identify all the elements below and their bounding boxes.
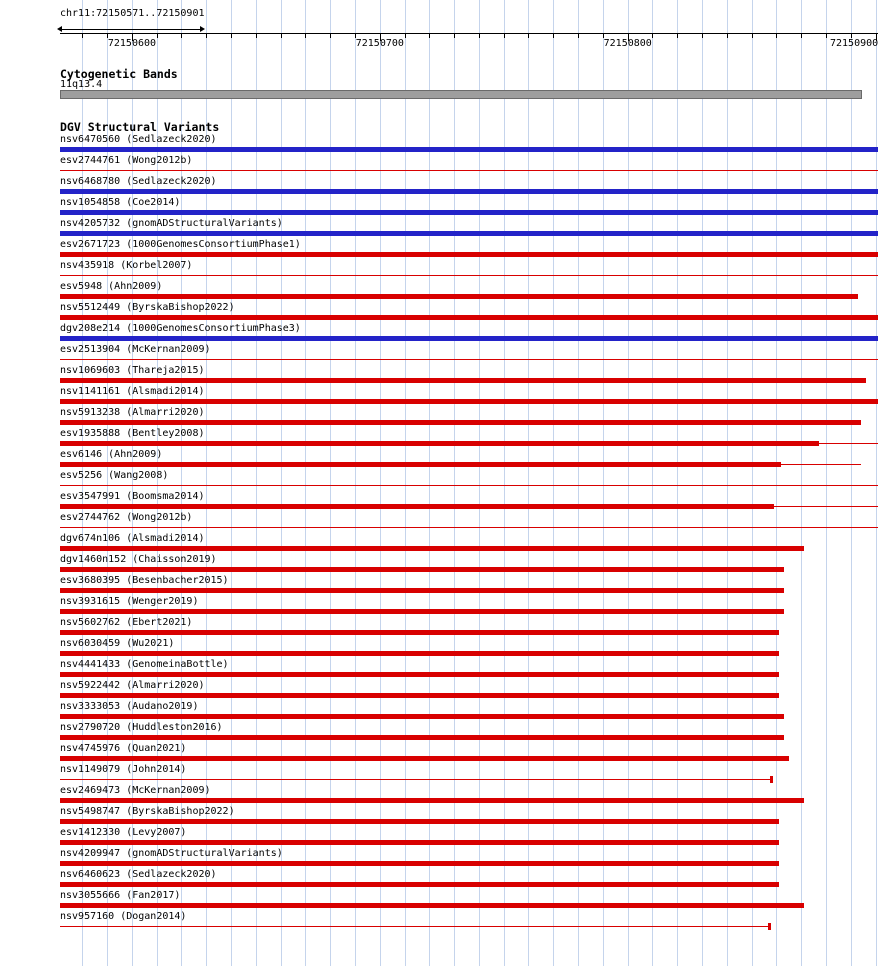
axis-minor-tick [157, 34, 158, 38]
variant-row [0, 868, 890, 889]
variant-label: esv2744761 (Wong2012b) [60, 155, 193, 166]
variant-label: esv6146 (Ahn2009) [60, 449, 163, 460]
variant-bar-tail [774, 506, 878, 507]
variant-row [0, 721, 890, 742]
variant-bar[interactable] [60, 504, 774, 509]
variant-bar[interactable] [60, 672, 779, 677]
variant-label: nsv4441433 (GenomeinaBottle) [60, 659, 229, 670]
variant-row [0, 847, 890, 868]
variant-label: esv3547991 (Boomsma2014) [60, 491, 205, 502]
variant-label: nsv4209947 (gnomADStructuralVariants) [60, 848, 283, 859]
variant-row [0, 154, 890, 175]
variant-bar[interactable] [60, 210, 878, 215]
variant-row [0, 784, 890, 805]
axis-minor-tick [826, 34, 827, 38]
axis-minor-tick [206, 34, 207, 38]
variant-bar[interactable] [60, 485, 878, 486]
variant-label: nsv435918 (Korbel2007) [60, 260, 193, 271]
variant-label: nsv1069603 (Thareja2015) [60, 365, 205, 376]
variant-label: esv5948 (Ahn2009) [60, 281, 163, 292]
variant-label: nsv5512449 (ByrskaBishop2022) [60, 302, 235, 313]
variant-row [0, 595, 890, 616]
variant-row [0, 826, 890, 847]
axis-minor-tick [479, 34, 480, 38]
variant-bar[interactable] [60, 441, 819, 446]
variant-row [0, 217, 890, 238]
axis-tick-label: 72150800 [603, 38, 652, 49]
variant-label: nsv6468780 (Sedlazeck2020) [60, 176, 217, 187]
variant-bar[interactable] [60, 840, 779, 845]
variant-row [0, 427, 890, 448]
variant-label: dgv1460n152 (Chaisson2019) [60, 554, 217, 565]
variant-row [0, 469, 890, 490]
variant-bar[interactable] [60, 420, 861, 425]
variant-bar[interactable] [60, 798, 804, 803]
axis-minor-tick [578, 34, 579, 38]
variant-bar[interactable] [60, 399, 878, 404]
arrowhead-right-icon [200, 26, 205, 32]
cytogenetic-bands-title: Cytogenetic Bands [60, 67, 178, 81]
axis-minor-tick [553, 34, 554, 38]
variant-row [0, 658, 890, 679]
axis-minor-tick [405, 34, 406, 38]
axis-minor-tick [256, 34, 257, 38]
variant-row [0, 511, 890, 532]
variant-row [0, 574, 890, 595]
variant-bar[interactable] [60, 651, 779, 656]
variant-bar[interactable] [60, 926, 769, 927]
axis-minor-tick [231, 34, 232, 38]
variant-bar[interactable] [60, 189, 878, 194]
cytoband-label: 11q13.4 [60, 79, 103, 90]
variant-label: esv1412330 (Levy2007) [60, 827, 187, 838]
variant-label: nsv4745976 (Quan2021) [60, 743, 187, 754]
variant-row [0, 322, 890, 343]
variant-bar[interactable] [60, 756, 789, 761]
variant-bar[interactable] [60, 336, 878, 341]
variant-row [0, 406, 890, 427]
variant-label: dgv674n106 (Alsmadi2014) [60, 533, 205, 544]
variant-label: nsv957160 (Dogan2014) [60, 911, 187, 922]
variant-bar[interactable] [60, 231, 878, 236]
variant-bar[interactable] [60, 315, 878, 320]
cytoband-bar[interactable] [60, 90, 862, 99]
variant-row [0, 280, 890, 301]
axis-minor-tick [801, 34, 802, 38]
axis-tick-label: 72150900 [830, 38, 879, 49]
variant-row [0, 301, 890, 322]
variant-row [0, 910, 890, 931]
variant-row [0, 616, 890, 637]
variant-bar[interactable] [60, 462, 781, 467]
variant-label: esv2513904 (McKernan2009) [60, 344, 211, 355]
axis-minor-tick [82, 34, 83, 38]
variant-bar[interactable] [60, 359, 878, 360]
variant-row [0, 343, 890, 364]
variant-label: esv5256 (Wang2008) [60, 470, 169, 481]
variant-label: nsv1141161 (Alsmadi2014) [60, 386, 205, 397]
variant-row [0, 259, 890, 280]
variant-row [0, 385, 890, 406]
variant-bar[interactable] [60, 882, 779, 887]
axis-minor-tick [305, 34, 306, 38]
variant-row [0, 238, 890, 259]
variant-bar-tail [781, 464, 860, 465]
variant-bar[interactable] [60, 275, 878, 276]
variant-row [0, 448, 890, 469]
arrow-line [61, 29, 201, 30]
variant-label: esv1935888 (Bentley2008) [60, 428, 205, 439]
dgv-track-title: DGV Structural Variants [60, 120, 220, 134]
axis-minor-tick [677, 34, 678, 38]
axis-minor-tick [181, 34, 182, 38]
variant-label: dgv208e214 (1000GenomesConsortiumPhase3) [60, 323, 301, 334]
variant-rows [0, 133, 890, 933]
variant-label: nsv5602762 (Ebert2021) [60, 617, 193, 628]
variant-label: esv2744762 (Wong2012b) [60, 512, 193, 523]
axis-tick-label: 72150600 [107, 38, 157, 49]
variant-label: nsv5922442 (Almarri2020) [60, 680, 205, 691]
axis-minor-tick [330, 34, 331, 38]
axis-minor-tick [528, 34, 529, 38]
variant-row [0, 133, 890, 154]
variant-bar[interactable] [60, 588, 784, 593]
axis-tick-label: 72150700 [355, 38, 404, 49]
variant-label: nsv5498747 (ByrskaBishop2022) [60, 806, 235, 817]
region-label: chr11:72150571..72150901 [60, 8, 205, 19]
variant-label: esv3680395 (Besenbacher2015) [60, 575, 229, 586]
variant-label: nsv6470560 (Sedlazeck2020) [60, 134, 217, 145]
variant-bar[interactable] [60, 378, 866, 383]
variant-bar[interactable] [60, 294, 858, 299]
variant-row [0, 490, 890, 511]
variant-row [0, 196, 890, 217]
variant-bar[interactable] [60, 567, 784, 572]
axis-minor-tick [752, 34, 753, 38]
variant-bar[interactable] [60, 735, 784, 740]
variant-label: nsv5913238 (Almarri2020) [60, 407, 205, 418]
variant-label: nsv4205732 (gnomADStructuralVariants) [60, 218, 283, 229]
axis-minor-tick [504, 34, 505, 38]
axis-minor-tick [429, 34, 430, 38]
variant-bar[interactable] [60, 714, 784, 719]
variant-bar[interactable] [60, 252, 878, 257]
axis-minor-tick [281, 34, 282, 38]
variant-bar[interactable] [60, 861, 779, 866]
variant-label: nsv2790720 (Huddleston2016) [60, 722, 223, 733]
variant-label: nsv6030459 (Wu2021) [60, 638, 175, 649]
variant-row [0, 742, 890, 763]
variant-label: esv2469473 (McKernan2009) [60, 785, 211, 796]
variant-label: nsv3055666 (Fan2017) [60, 890, 181, 901]
variant-bar[interactable] [60, 147, 878, 152]
variant-row [0, 763, 890, 784]
axis-minor-tick [727, 34, 728, 38]
variant-row [0, 175, 890, 196]
axis-line [60, 33, 878, 34]
variant-end-tick [770, 776, 773, 783]
variant-row [0, 679, 890, 700]
variant-row [0, 700, 890, 721]
variant-end-tick [768, 923, 771, 930]
variant-row [0, 532, 890, 553]
axis-minor-tick [702, 34, 703, 38]
variant-bar[interactable] [60, 546, 804, 551]
region-extent-arrow [57, 26, 205, 33]
axis-minor-tick [652, 34, 653, 38]
variant-bar[interactable] [60, 693, 779, 698]
variant-row [0, 553, 890, 574]
axis-minor-tick [776, 34, 777, 38]
variant-bar[interactable] [60, 527, 878, 528]
variant-row [0, 364, 890, 385]
variant-row [0, 637, 890, 658]
variant-bar-tail [819, 443, 878, 444]
variant-bar[interactable] [60, 630, 779, 635]
variant-label: nsv1149079 (John2014) [60, 764, 187, 775]
variant-bar[interactable] [60, 779, 771, 780]
variant-row [0, 805, 890, 826]
variant-bar[interactable] [60, 903, 804, 908]
variant-bar[interactable] [60, 609, 784, 614]
variant-label: esv2671723 (1000GenomesConsortiumPhase1) [60, 239, 301, 250]
axis-minor-tick [454, 34, 455, 38]
variant-row [0, 889, 890, 910]
variant-label: nsv3333053 (Audano2019) [60, 701, 199, 712]
variant-bar[interactable] [60, 819, 779, 824]
variant-bar[interactable] [60, 170, 878, 171]
variant-label: nsv6460623 (Sedlazeck2020) [60, 869, 217, 880]
variant-label: nsv1054858 (Coe2014) [60, 197, 181, 208]
variant-label: nsv3931615 (Wenger2019) [60, 596, 199, 607]
